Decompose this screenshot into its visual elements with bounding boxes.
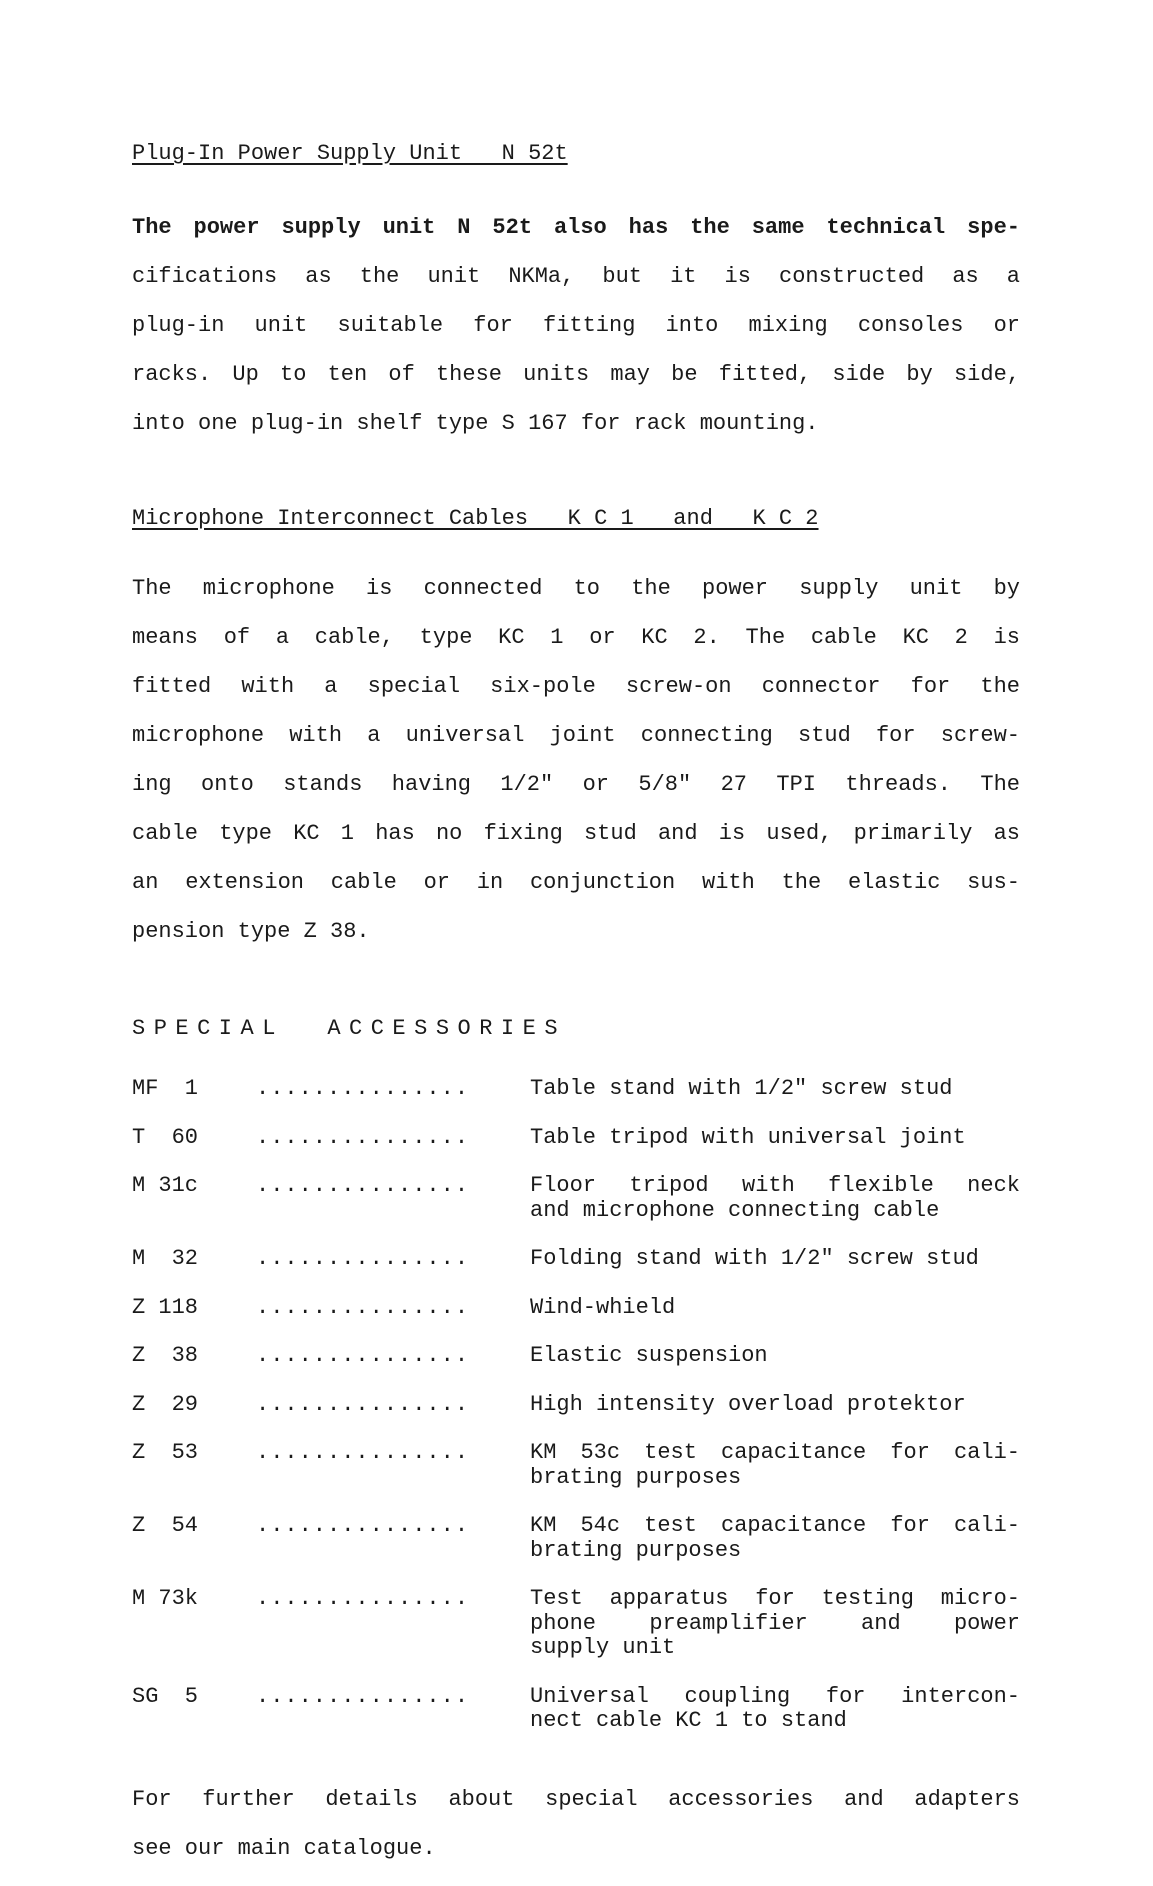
accessory-code: Z 53 (132, 1441, 256, 1466)
accessory-leader-dots: ............... (256, 1441, 530, 1466)
accessory-description-line: Universal coupling for intercon- (530, 1685, 1020, 1710)
accessory-description (530, 1685, 1020, 1734)
cables-line: cable type KC 1 has no fixing stud and is used, primarily as (132, 822, 1020, 847)
accessory-leader-dots: ............... (256, 1685, 530, 1710)
accessory-description-line: and microphone connecting cable (530, 1199, 1020, 1224)
accessory-leader-dots: ............... (256, 1514, 530, 1539)
psu-line: plug-in unit suitable for fitting into mixing consoles or (132, 314, 1020, 339)
accessory-leader-dots: ............... (256, 1393, 530, 1418)
accessory-description-line: Folding stand with 1/2" screw stud (530, 1247, 1020, 1272)
accessory-description (530, 1126, 1020, 1151)
cables-heading: Microphone Interconnect Cables K C 1 and K C 2 (132, 505, 1020, 533)
accessory-description-line: supply unit (530, 1636, 1020, 1661)
accessory-row (132, 1126, 1020, 1151)
accessory-description-line: Table tripod with universal joint (530, 1126, 1020, 1151)
accessory-description-line: KM 54c test capacitance for cali- (530, 1514, 1020, 1539)
cables-paragraph (132, 553, 1020, 970)
cables-line: The microphone is connected to the power supply unit by (132, 577, 1020, 602)
accessory-leader-dots: ............... (256, 1587, 530, 1612)
footer-line: For further details about special accessories and adapters (132, 1788, 1020, 1813)
accessory-description-line: phone preamplifier and power (530, 1612, 1020, 1637)
accessory-code: M 32 (132, 1247, 256, 1272)
accessory-description (530, 1514, 1020, 1563)
cables-line: fitted with a special six-pole screw-on connector for the (132, 675, 1020, 700)
accessory-description-line: KM 53c test capacitance for cali- (530, 1441, 1020, 1466)
accessory-row (132, 1247, 1020, 1272)
accessory-row (132, 1441, 1020, 1490)
accessory-code: Z 54 (132, 1514, 256, 1539)
accessory-description-line: High intensity overload protektor (530, 1393, 1020, 1418)
footer-paragraph (132, 1764, 1020, 1886)
psu-line: into one plug-in shelf type S 167 for rack mounting. (132, 412, 1020, 437)
accessories-list (132, 1077, 1020, 1734)
accessory-row (132, 1077, 1020, 1102)
accessory-code: Z 29 (132, 1393, 256, 1418)
footer-line: see our main catalogue. (132, 1837, 1020, 1862)
psu-line: The power supply unit N 52t also has the same technical spe- (132, 216, 1020, 241)
accessory-row (132, 1514, 1020, 1563)
accessory-leader-dots: ............... (256, 1077, 530, 1102)
accessory-description (530, 1174, 1020, 1223)
cables-line: pension type Z 38. (132, 920, 1020, 945)
accessory-description (530, 1441, 1020, 1490)
accessory-leader-dots: ............... (256, 1247, 530, 1272)
cables-line: microphone with a universal joint connecting stud for screw- (132, 724, 1020, 749)
accessory-description (530, 1393, 1020, 1418)
accessory-leader-dots: ............... (256, 1174, 530, 1199)
accessory-leader-dots: ............... (256, 1344, 530, 1369)
accessory-code: SG 5 (132, 1685, 256, 1710)
accessory-description-line: Test apparatus for testing micro- (530, 1587, 1020, 1612)
accessory-description (530, 1077, 1020, 1102)
accessory-description-line: nect cable KC 1 to stand (530, 1709, 1020, 1734)
cables-line: means of a cable, type KC 1 or KC 2. The cable KC 2 is (132, 626, 1020, 651)
psu-paragraph (132, 191, 1020, 461)
accessory-row (132, 1344, 1020, 1369)
cables-line: ing onto stands having 1/2" or 5/8" 27 TPI threads. The (132, 773, 1020, 798)
psu-heading: Plug-In Power Supply Unit N 52t (132, 140, 1020, 168)
accessory-code: T 60 (132, 1126, 256, 1151)
document-page (132, 140, 1020, 1886)
accessory-description (530, 1587, 1020, 1661)
psu-line: cifications as the unit NKMa, but it is constructed as a (132, 265, 1020, 290)
accessory-row (132, 1587, 1020, 1661)
accessory-code: Z 38 (132, 1344, 256, 1369)
accessory-leader-dots: ............... (256, 1126, 530, 1151)
accessory-description-line: brating purposes (530, 1539, 1020, 1564)
accessory-row (132, 1174, 1020, 1223)
accessory-description (530, 1344, 1020, 1369)
accessory-description-line: Wind-whield (530, 1296, 1020, 1321)
accessory-description-line: Elastic suspension (530, 1344, 1020, 1369)
accessory-row (132, 1296, 1020, 1321)
cables-line: an extension cable or in conjunction with the elastic sus- (132, 871, 1020, 896)
accessory-code: Z 118 (132, 1296, 256, 1321)
accessory-code: MF 1 (132, 1077, 256, 1102)
accessory-description (530, 1296, 1020, 1321)
accessory-leader-dots: ............... (256, 1296, 530, 1321)
accessory-description-line: Table stand with 1/2" screw stud (530, 1077, 1020, 1102)
accessory-description-line: Floor tripod with flexible neck (530, 1174, 1020, 1199)
accessory-description (530, 1247, 1020, 1272)
accessory-row (132, 1393, 1020, 1418)
accessories-heading: SPECIAL ACCESSORIES (132, 1015, 1020, 1043)
accessory-description-line: brating purposes (530, 1466, 1020, 1491)
psu-line: racks. Up to ten of these units may be fitted, side by side, (132, 363, 1020, 388)
accessory-code: M 31c (132, 1174, 256, 1199)
accessory-code: M 73k (132, 1587, 256, 1612)
accessory-row (132, 1685, 1020, 1734)
